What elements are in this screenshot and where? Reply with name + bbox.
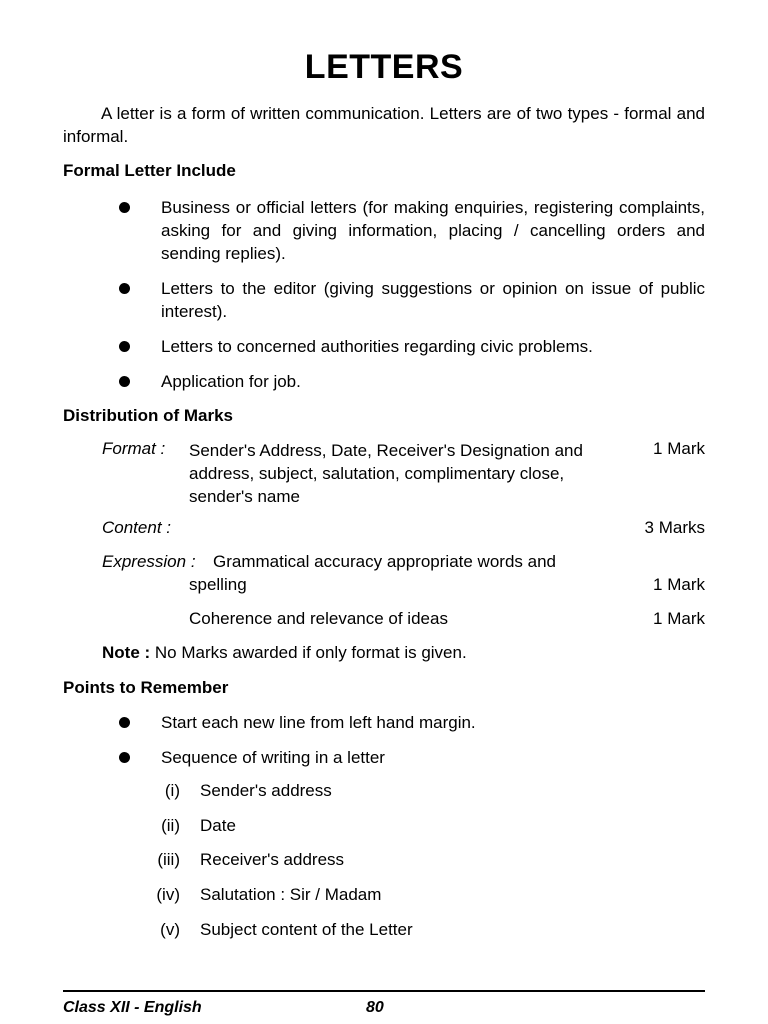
sequence-item: Sender's address <box>200 781 332 800</box>
format-marks: 1 Mark <box>653 439 705 458</box>
sequence-number: (iv) <box>156 885 180 904</box>
footer-divider <box>63 990 705 992</box>
sequence-item: Receiver's address <box>200 850 345 869</box>
points-item-2: Sequence of writing in a letter <box>161 748 385 767</box>
content-label: Content : <box>102 518 171 537</box>
sequence-number: (v) <box>160 920 180 939</box>
expression-marks: 1 Mark <box>653 575 705 594</box>
formal-item-4: Application for job. <box>161 372 301 391</box>
formal-item-2: Letters to the editor (giving suggestions or opinion on issue of public interest). <box>161 279 705 321</box>
bullet-icon <box>119 752 130 763</box>
formal-item-1: Business or official letters (for making enquiries, registering complaints, asking for and giving information, placing / cancelling orders and sending replies). <box>161 198 705 263</box>
sequence-number: (ii) <box>161 816 180 835</box>
bullet-icon <box>119 341 130 352</box>
formal-item-3: Letters to concerned authorities regarding civic problems. <box>161 337 593 356</box>
page-number: 80 <box>366 999 384 1016</box>
bullet-icon <box>119 283 130 294</box>
note-label: Note : <box>102 643 151 662</box>
sequence-number: (i) <box>164 781 180 800</box>
expression-text-continued: spelling <box>189 575 247 594</box>
bullet-icon <box>119 717 130 728</box>
sequence-number: (iii) <box>157 850 180 869</box>
bullet-icon <box>119 376 130 387</box>
sequence-item: Salutation : Sir / Madam <box>200 885 382 904</box>
expression-label: Expression : <box>102 552 196 571</box>
expression-text: Grammatical accuracy appropriate words and <box>213 552 556 571</box>
note-text: No Marks awarded if only format is given. <box>154 643 467 662</box>
format-label: Format : <box>102 439 166 458</box>
footer-class-label: Class XII - English <box>63 999 202 1016</box>
bullet-icon <box>119 202 130 213</box>
note <box>102 643 467 663</box>
formal-heading: Formal Letter Include <box>63 161 236 180</box>
format-text: Sender's Address, Date, Receiver's Designation and address, subject, salutation, complimentary close, sender's name <box>189 441 583 506</box>
marks-heading: Distribution of Marks <box>63 406 234 425</box>
points-item-1: Start each new line from left hand margin. <box>161 713 476 732</box>
points-heading: Points to Remember <box>63 678 229 697</box>
content-marks: 3 Marks <box>644 518 705 537</box>
sequence-item: Date <box>200 816 236 835</box>
coherence-text: Coherence and relevance of ideas <box>189 609 448 628</box>
page-title: LETTERS <box>304 48 464 86</box>
sequence-item: Subject content of the Letter <box>200 920 413 939</box>
intro-paragraph: A letter is a form of written communication. Letters are of two types - formal and informal. <box>63 104 705 146</box>
coherence-marks: 1 Mark <box>653 609 705 628</box>
